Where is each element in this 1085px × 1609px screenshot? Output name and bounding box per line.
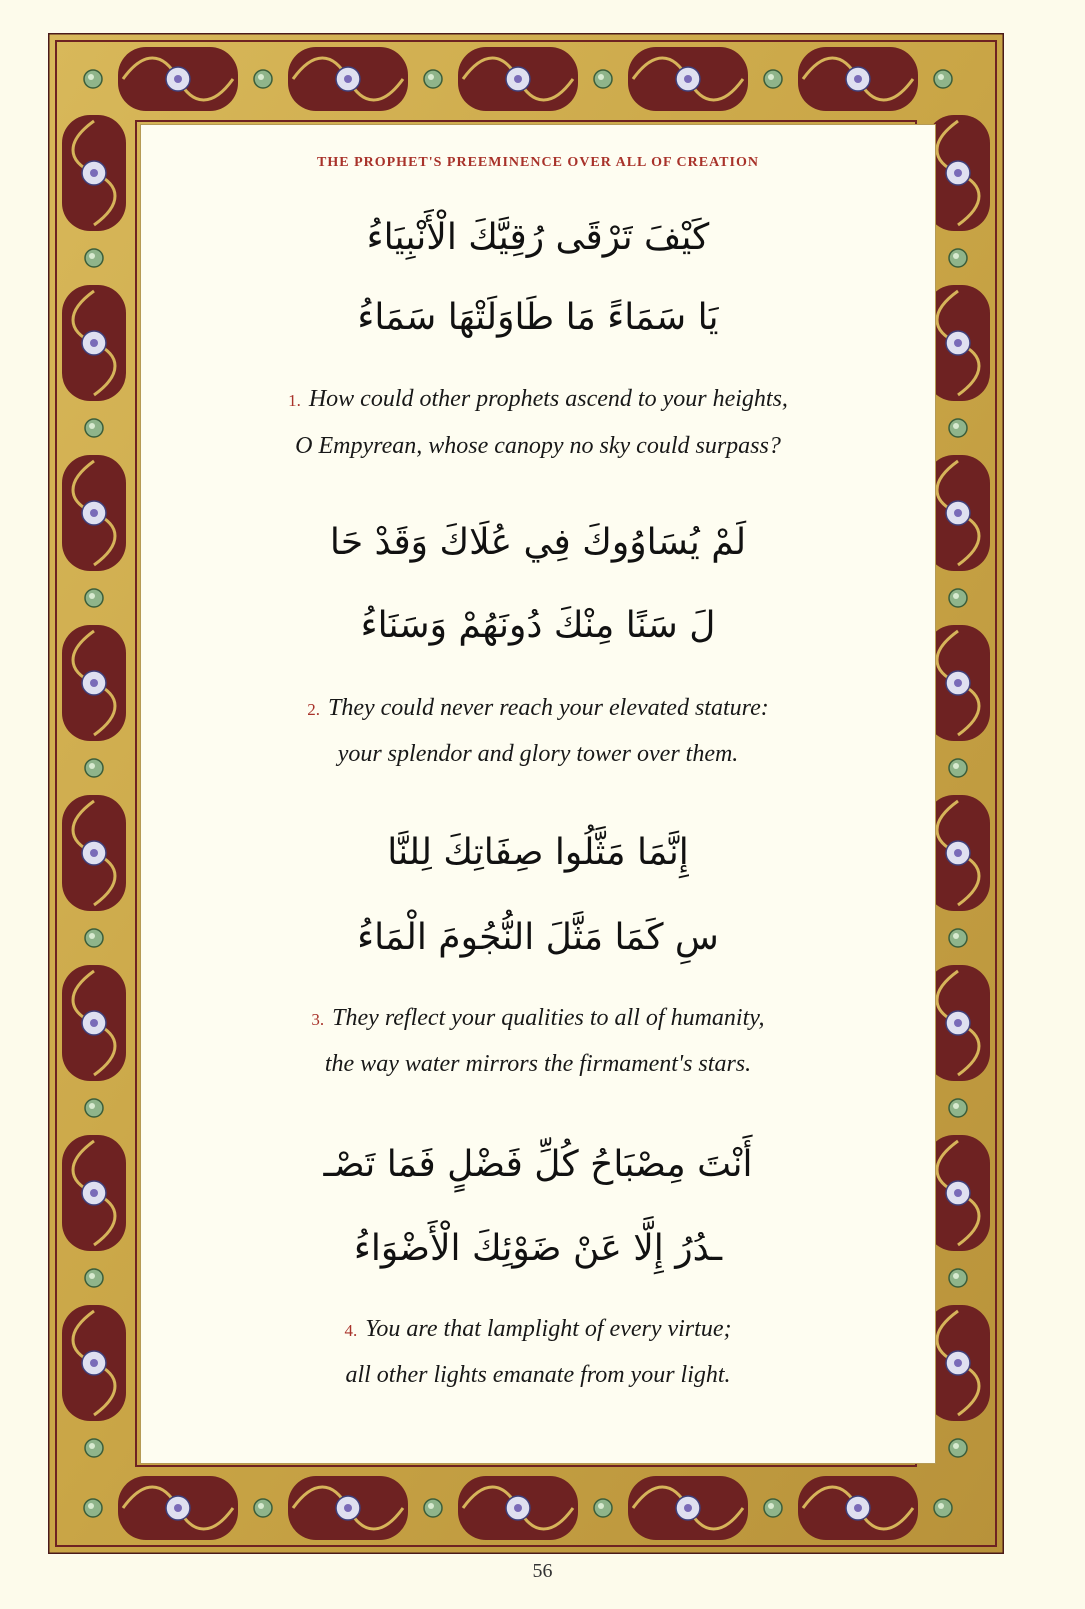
verse-1-english-line-1 [141, 387, 935, 411]
border-floral-motif [288, 47, 408, 111]
border-bead [85, 1099, 103, 1117]
border-bead [764, 1499, 782, 1517]
verse-4-number: 4. [344, 1321, 358, 1340]
verse-2-english-line-2: your splendor and glory tower over them. [337, 741, 739, 767]
border-bead [949, 929, 967, 947]
border-floral-motif [458, 1476, 578, 1540]
border-floral-motif [458, 47, 578, 111]
page-number: 56 [532, 1560, 553, 1582]
border-bead [85, 1439, 103, 1457]
verse-1-arabic-line-2: يَا سَمَاءً مَا طَاوَلَتْهَا سَمَاءُ [357, 297, 719, 338]
border-floral-motif [62, 625, 126, 741]
border-floral-motif [798, 1476, 918, 1540]
border-bead [949, 1269, 967, 1287]
verse-2-number: 2. [307, 700, 320, 719]
border-bead [949, 759, 967, 777]
border-floral-motif [62, 455, 126, 571]
verse-4-english-line-1 [141, 1317, 935, 1341]
verse-3-english-line-1 [141, 1006, 935, 1030]
page-title: THE PROPHET'S PREEMINENCE OVER ALL OF CREATION [317, 155, 759, 170]
verse-4-english-line-2: all other lights emanate from your light. [345, 1362, 731, 1388]
border-floral-motif [118, 1476, 238, 1540]
border-bead [949, 1099, 967, 1117]
border-bead [934, 1499, 952, 1517]
border-floral-motif [628, 47, 748, 111]
border-floral-motif [118, 47, 238, 111]
border-floral-motif [62, 1305, 126, 1421]
verse-1-english-line-2: O Empyrean, whose canopy no sky could surpass? [295, 433, 781, 459]
border-bead [85, 1269, 103, 1287]
border-bead [949, 419, 967, 437]
border-bead [254, 1499, 272, 1517]
verse-2-arabic-line-1: لَمْ يُسَاوُوكَ فِي عُلَاكَ وَقَدْ حَا [329, 522, 747, 563]
border-floral-motif [62, 965, 126, 1081]
border-bead [85, 759, 103, 777]
border-floral-motif [62, 1135, 126, 1251]
border-bead [85, 929, 103, 947]
border-bead [85, 249, 103, 267]
verse-2-english-text-1: They could never reach your elevated stature: [328, 695, 769, 721]
border-bead [934, 70, 952, 88]
text-panel [140, 124, 936, 1464]
border-floral-motif [62, 285, 126, 401]
verse-1-english-text-1: How could other prophets ascend to your heights, [308, 386, 788, 412]
border-bead [254, 70, 272, 88]
border-bead [594, 70, 612, 88]
border-bead [949, 589, 967, 607]
verse-4-english-text-1: You are that lamplight of every virtue; [365, 1316, 732, 1342]
verse-2-arabic-line-2: لَ سَنًا مِنْكَ دُونَهُمْ وَسَنَاءُ [360, 605, 716, 646]
verse-2-english-line-1 [141, 696, 935, 720]
border-floral-motif [288, 1476, 408, 1540]
verse-4-arabic-line-2: ـدُرُ إِلَّا عَنْ ضَوْئِكَ الْأَضْوَاءُ [353, 1228, 723, 1269]
border-floral-motif [628, 1476, 748, 1540]
verse-3-english-text-1: They reflect your qualities to all of humanity, [332, 1005, 765, 1031]
verse-3-arabic-line-1: إِنَّمَا مَثَّلُوا صِفَاتِكَ لِلنَّا [387, 832, 689, 873]
verse-1-arabic-line-1: كَيْفَ تَرْقَى رُقِيَّكَ الْأَنْبِيَاءُ [366, 217, 710, 258]
verse-3-arabic-line-2: سِ كَمَا مَثَّلَ النُّجُومَ الْمَاءُ [357, 917, 719, 958]
verse-3-number: 3. [311, 1010, 325, 1029]
border-bead [594, 1499, 612, 1517]
border-bead [85, 589, 103, 607]
border-bead [424, 1499, 442, 1517]
verse-1-number: 1. [288, 391, 301, 410]
border-bead [84, 1499, 102, 1517]
border-floral-motif [798, 47, 918, 111]
border-floral-motif [62, 795, 126, 911]
border-bead [424, 70, 442, 88]
border-bead [84, 70, 102, 88]
border-floral-motif [62, 115, 126, 231]
border-bead [949, 1439, 967, 1457]
border-bead [764, 70, 782, 88]
border-bead [949, 249, 967, 267]
border-bead [85, 419, 103, 437]
verse-3-english-line-2: the way water mirrors the firmament's stars. [324, 1051, 752, 1077]
verse-4-arabic-line-1: أَنْتَ مِصْبَاحُ كُلِّ فَضْلٍ فَمَا تَصْـ [323, 1144, 753, 1185]
